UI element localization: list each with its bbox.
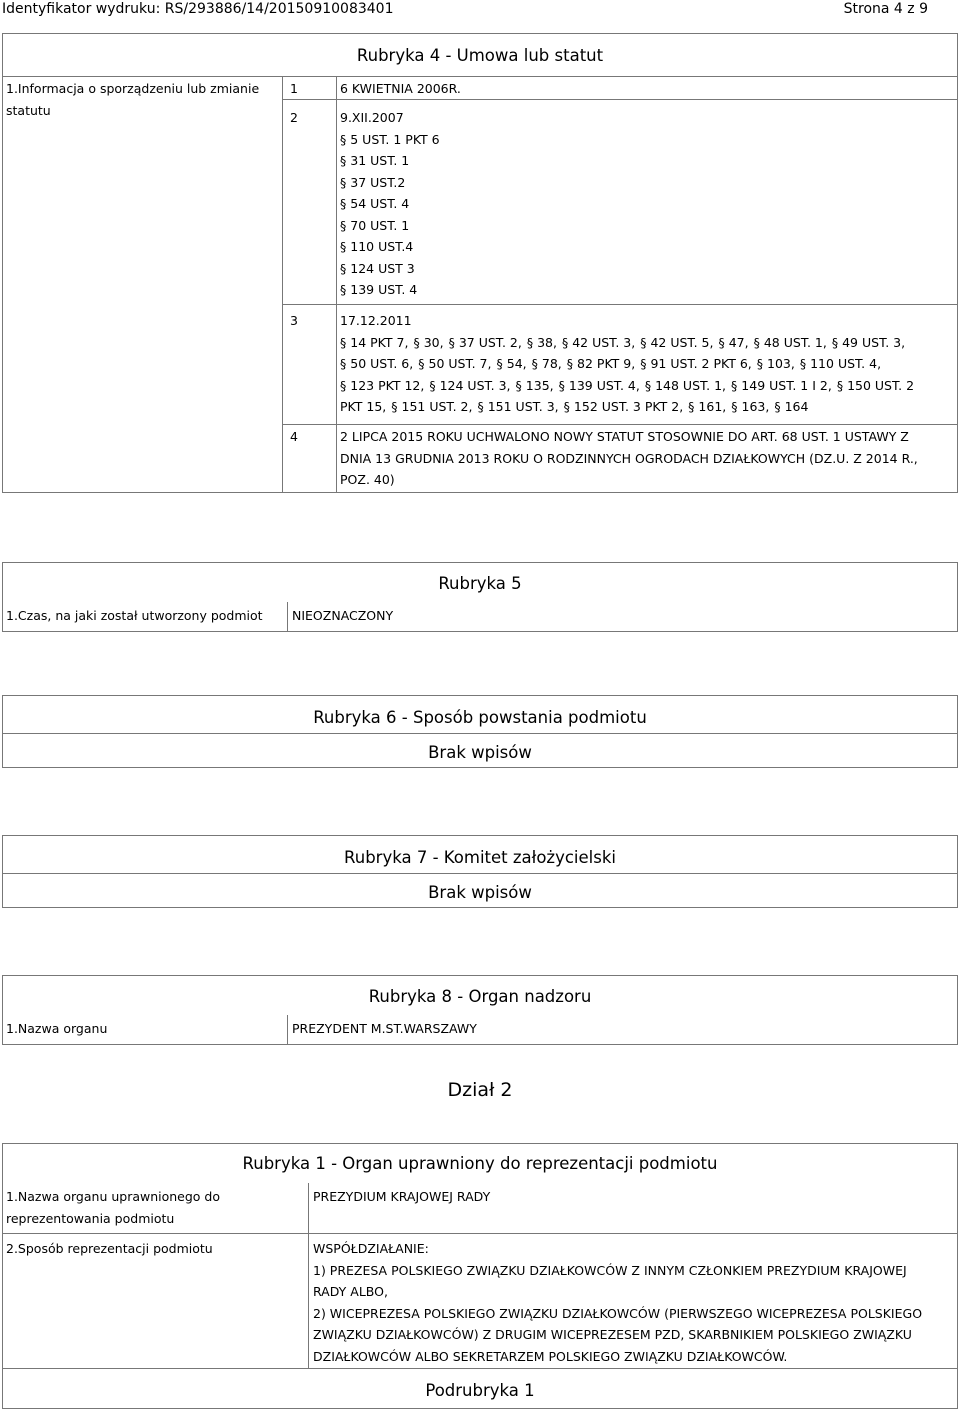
rubryka-8-label: 1.Nazwa organu	[6, 1021, 108, 1036]
entry-3-item-text: 82 PKT 9,	[577, 356, 636, 371]
entry-3-item-text: 161,	[698, 399, 727, 414]
entry-2-item	[340, 258, 440, 280]
rubryka-6-empty: Brak wpisów	[428, 743, 532, 762]
value-line: WSPÓŁDZIAŁANIE:	[313, 1241, 429, 1256]
entry-2-value	[340, 107, 440, 301]
rubryka-8-box	[2, 975, 958, 1045]
entry-3-item-text: 149 UST. 1 I 2,	[741, 377, 832, 393]
entry-3-item-text: 14 PKT 7,	[350, 334, 409, 350]
rubryka-4-title: Rubryka 4 - Umowa lub statut	[356, 46, 604, 65]
section-sign-icon: §	[756, 356, 764, 371]
section-sign-icon: §	[448, 334, 455, 350]
rubryka-5-title: Rubryka 5	[438, 574, 522, 593]
value-line: ZWIĄZKU DZIAŁKOWCÓW) Z DRUGIM WICEPREZESEM PZD, SKARBNIKIEM POLSKIEGO ZWIĄZKU	[313, 1327, 912, 1342]
entry-3-item-text: 135,	[525, 377, 554, 393]
section-sign-icon: §	[718, 334, 725, 350]
section-sign-icon: §	[526, 334, 534, 350]
entry-4-line: DNIA 13 GRUDNIA 2013 ROKU O RODZINNYCH OGRODACH DZIAŁKOWYCH (DZ.U. Z 2014 R.,	[340, 450, 918, 466]
section-sign-icon: §	[340, 239, 347, 254]
section-sign-icon: §	[429, 377, 436, 393]
section-sign-icon: §	[340, 334, 347, 350]
divider	[282, 424, 958, 425]
entry-3-line	[340, 353, 914, 375]
entry-3-item-text: 124 UST. 3,	[439, 377, 511, 393]
divider	[282, 304, 958, 305]
section-sign-icon: §	[340, 217, 347, 233]
divider	[2, 1368, 958, 1369]
page-number: Strona 4 z 9	[843, 1, 928, 17]
label-line: 1.Nazwa organu uprawnionego do	[6, 1189, 221, 1204]
divider	[2, 76, 958, 77]
representation-organ-value: PREZYDIUM KRAJOWEJ RADY	[313, 1189, 491, 1204]
entry-2-item	[340, 193, 440, 215]
entry-3-item-text: 47,	[728, 334, 749, 350]
section-sign-icon: §	[688, 399, 695, 414]
entry-2-item	[340, 236, 440, 258]
entry-3-item-text: 150 UST. 2	[847, 377, 915, 393]
entry-number: 1	[290, 81, 298, 96]
rubryka-8-value: PREZYDENT M.ST.WARSZAWY	[292, 1021, 477, 1036]
entry-3-item-text: 30,	[423, 334, 444, 350]
entry-1-value: 6 KWIETNIA 2006R.	[340, 81, 461, 96]
entry-2-item-text: 5 UST. 1 PKT 6	[350, 131, 440, 147]
rubryka-8-title: Rubryka 8 - Organ nadzoru	[368, 987, 592, 1006]
entry-3-item-text: 148 UST. 1,	[655, 377, 727, 393]
entry-3-value	[340, 310, 914, 418]
rubryka-7-title: Rubryka 7 - Komitet założycielski	[344, 848, 616, 867]
section-sign-icon: §	[496, 356, 503, 371]
entry-3-item-text: 42 UST. 5,	[650, 334, 714, 350]
entry-2-items	[340, 129, 440, 301]
entry-3-item-text: 151 UST. 3,	[487, 399, 559, 414]
entry-2-item	[340, 129, 440, 151]
entry-3-line	[340, 375, 914, 397]
entry-3-items	[340, 332, 914, 418]
section-sign-icon: §	[831, 334, 839, 350]
entry-number: 3	[290, 313, 298, 328]
entry-3-item-text: 123 PKT 12,	[350, 377, 425, 393]
value-line: 2) WICEPREZESA POLSKIEGO ZWIĄZKU DZIAŁKOWCÓW (PIERWSZEGO WICEPREZESA POLSKIEGO	[313, 1305, 923, 1321]
entry-3-item-text: 50 UST. 6,	[350, 356, 414, 371]
entry-3-item-text: 164	[784, 399, 809, 414]
rubryka-5-value: NIEOZNACZONY	[292, 608, 394, 623]
section-sign-icon: §	[340, 174, 347, 190]
section-sign-icon: §	[558, 377, 565, 393]
divider	[287, 602, 288, 632]
section-sign-icon: §	[640, 356, 647, 371]
entry-4-line: 2 LIPCA 2015 ROKU UCHWALONO NOWY STATUT STOSOWNIE DO ART. 68 UST. 1 USTAWY Z	[340, 429, 909, 444]
entry-3-item-text: 103,	[767, 356, 795, 371]
entry-4-value	[340, 426, 918, 491]
entry-3-item-text: 49 UST. 3,	[842, 334, 906, 350]
entry-3-line	[340, 332, 914, 354]
section-sign-icon: §	[836, 377, 844, 393]
entry-3-item-text: 38,	[537, 334, 557, 350]
section-sign-icon: §	[340, 260, 347, 276]
entry-number: 4	[290, 429, 298, 444]
section-sign-icon: §	[391, 399, 398, 414]
rubryka-6-title: Rubryka 6 - Sposób powstania podmiotu	[313, 708, 647, 727]
label-line: reprezentowania podmiotu	[6, 1210, 175, 1226]
entry-2-item-text: 110 UST.4	[350, 239, 414, 254]
section-sign-icon: §	[731, 399, 738, 414]
entry-3-date: 17.12.2011	[340, 313, 412, 328]
section-sign-icon: §	[340, 377, 347, 393]
entry-3-item-text: 78,	[541, 356, 562, 371]
entry-number: 2	[290, 110, 298, 125]
section-sign-icon: §	[753, 334, 760, 350]
d2-rubryka-1-title: Rubryka 1 - Organ uprawniony do reprezentacji podmiotu	[242, 1154, 718, 1173]
print-identifier: Identyfikator wydruku: RS/293886/14/20150910083401	[2, 1, 394, 17]
divider	[2, 873, 958, 874]
section-sign-icon: §	[340, 282, 347, 297]
entry-3-item-text: 42 UST. 3,	[572, 334, 636, 350]
divider	[336, 76, 337, 493]
entry-2-item-text: 70 UST. 1	[350, 217, 410, 233]
section-sign-icon: §	[799, 356, 807, 371]
divider	[2, 733, 958, 734]
entry-2-item-text: 124 UST 3	[350, 260, 415, 276]
section-sign-icon: §	[563, 399, 570, 414]
divider	[287, 1015, 288, 1045]
section-sign-icon: §	[340, 356, 347, 371]
section-sign-icon: §	[418, 356, 425, 371]
entry-3-item-text: 48 UST. 1,	[763, 334, 827, 350]
section-sign-icon: §	[644, 377, 652, 393]
section-sign-icon: §	[340, 196, 347, 211]
entry-3-item-text: 139 UST. 4,	[568, 377, 640, 393]
subsection-title: Podrubryka 1	[425, 1381, 535, 1400]
rubryka-4-label: 1.Informacja o sporządzeniu lub zmianie statutu	[6, 81, 260, 118]
entry-3-item-text: 91 UST. 2 PKT 6,	[650, 356, 752, 371]
entry-3-item-text: 50 UST. 7,	[428, 356, 492, 371]
entry-2-item	[340, 279, 440, 301]
value-line: RADY ALBO,	[313, 1284, 388, 1299]
section-heading: Dział 2	[447, 1079, 513, 1101]
section-sign-icon: §	[731, 377, 738, 393]
section-sign-icon: §	[413, 334, 420, 350]
section-sign-icon: §	[774, 399, 781, 414]
section-sign-icon: §	[340, 153, 347, 168]
rubryka-7-empty: Brak wpisów	[428, 883, 532, 902]
entry-3-item-text: 54,	[506, 356, 527, 371]
entry-2-item	[340, 150, 440, 172]
entry-3-item-text: 151 UST. 2,	[401, 399, 473, 414]
entry-2-item-text: 139 UST. 4	[350, 282, 418, 297]
divider	[282, 76, 283, 493]
representation-organ-label	[6, 1186, 220, 1229]
entry-4-line: POZ. 40)	[340, 472, 395, 487]
representation-method-value	[313, 1238, 922, 1367]
entry-2-item-text: 37 UST.2	[350, 174, 406, 190]
section-sign-icon: §	[531, 356, 538, 371]
divider	[308, 1183, 309, 1368]
value-line: DZIAŁKOWCÓW ALBO SEKRETARZEM POLSKIEGO ZWIĄZKU DZIAŁKOWCÓW.	[313, 1348, 788, 1364]
section-sign-icon: §	[340, 131, 347, 147]
section-sign-icon: §	[566, 356, 574, 371]
section-sign-icon: §	[515, 377, 522, 393]
rubryka-5-label: 1.Czas, na jaki został utworzony podmiot	[6, 608, 263, 623]
section-sign-icon: §	[561, 334, 569, 350]
entry-2-item	[340, 172, 440, 194]
entry-3-item-text: 37 UST. 2,	[458, 334, 522, 350]
representation-method-label: 2.Sposób reprezentacji podmiotu	[6, 1241, 213, 1256]
section-sign-icon: §	[477, 399, 484, 414]
section-sign-icon: §	[640, 334, 647, 350]
entry-2-item-text: 31 UST. 1	[350, 153, 410, 168]
entry-3-item-text: 163,	[741, 399, 770, 414]
entry-2-item	[340, 215, 440, 237]
entry-3-item-text: 110 UST. 4,	[810, 356, 882, 371]
entry-2-date: 9.XII.2007	[340, 110, 404, 125]
entry-3-line	[340, 396, 914, 418]
entry-3-item-text: PKT 15,	[340, 399, 387, 414]
entry-3-item-text: 152 UST. 3 PKT 2,	[573, 399, 684, 414]
entry-2-item-text: 54 UST. 4	[350, 196, 410, 211]
value-line: 1) PREZESA POLSKIEGO ZWIĄZKU DZIAŁKOWCÓW Z INNYM CZŁONKIEM PREZYDIUM KRAJOWEJ	[313, 1262, 907, 1278]
divider	[2, 1233, 958, 1234]
